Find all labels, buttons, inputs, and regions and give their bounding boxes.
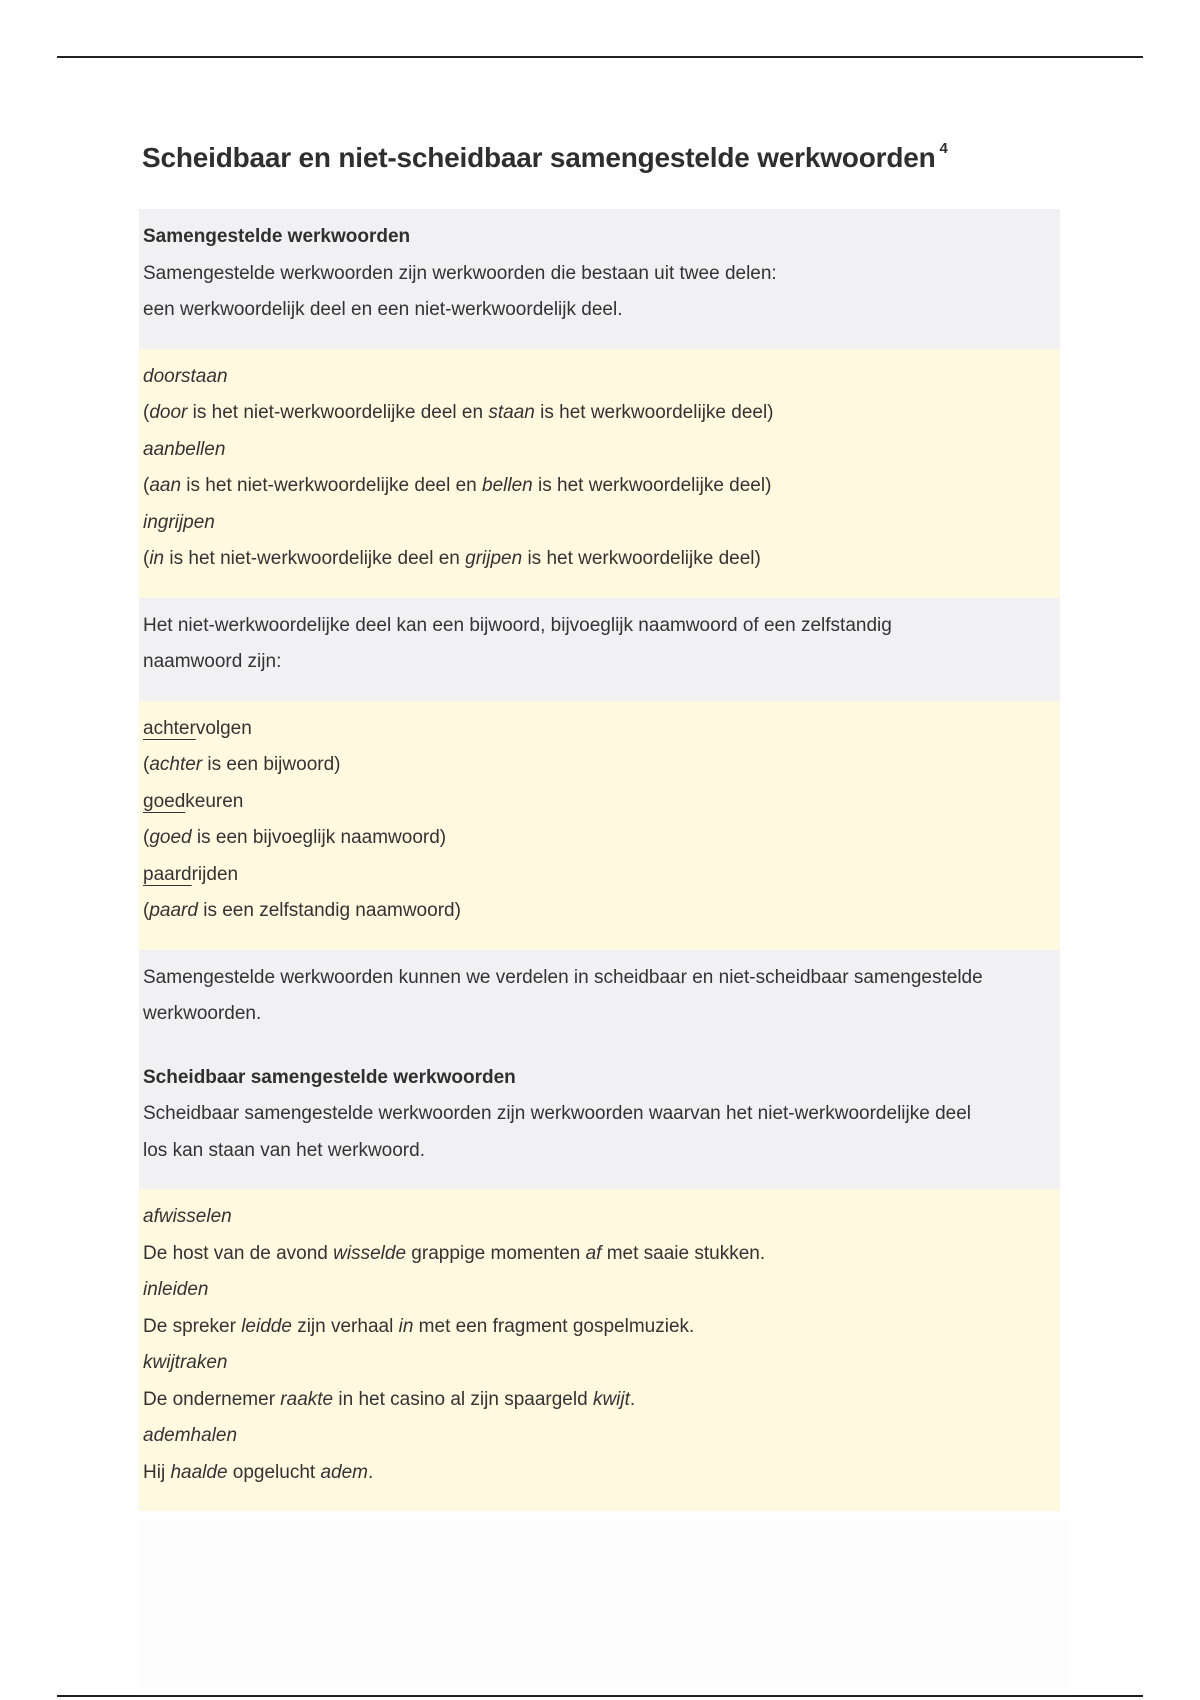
examples-block-1 [139, 349, 1060, 598]
separable-intro-block [139, 950, 1060, 1190]
bottom-rule [57, 1695, 1143, 1697]
example-explanation: (in is het niet-werkwoordelijke deel en grijpen is het werkwoordelijke deel) [143, 548, 761, 569]
example-explanation: (aan is het niet-werkwoordelijke deel en bellen is het werkwoordelijke deel) [143, 475, 772, 496]
empty-box [139, 1520, 1069, 1692]
example-word: inleiden [143, 1279, 209, 1300]
example-sentence: De host van de avond wisselde grappige momenten af met saaie stukken. [143, 1242, 766, 1264]
example-explanation: (paard is een zelfstandig naamwoord) [143, 900, 461, 921]
example-word: goedkeuren [143, 790, 244, 812]
paragraph-line: Het niet-werkwoordelijke deel kan een bijwoord, bijvoeglijk naamwoord of een zelfstandig [143, 614, 892, 636]
examples-block-3 [139, 1189, 1060, 1511]
paragraph-line: Samengestelde werkwoorden kunnen we verdelen in scheidbaar en niet-scheidbaar samengestelde [143, 966, 983, 988]
footnote-marker: 4 [939, 139, 948, 157]
example-word: kwijtraken [143, 1352, 228, 1373]
page-title [142, 139, 948, 174]
example-explanation: (achter is een bijwoord) [143, 754, 341, 775]
page-title-text: Scheidbaar en niet-scheidbaar samengestelde werkwoorden [142, 142, 936, 173]
example-word: aanbellen [143, 438, 226, 460]
paragraph-line: Samengestelde werkwoorden zijn werkwoorden die bestaan uit twee delen: [143, 262, 777, 284]
paragraph-line: los kan staan van het werkwoord. [143, 1139, 425, 1161]
top-rule [57, 56, 1143, 58]
example-explanation: (door is het niet-werkwoordelijke deel en staan is het werkwoordelijke deel) [143, 402, 774, 423]
example-sentence: De spreker leidde zijn verhaal in met een fragment gospelmuziek. [143, 1315, 695, 1337]
content [139, 209, 1060, 1511]
example-word: ademhalen [143, 1425, 238, 1446]
example-word: ingrijpen [143, 511, 215, 533]
example-word: afwisselen [143, 1206, 232, 1227]
explanation-block [139, 598, 1060, 701]
example-sentence: De ondernemer raakte in het casino al zijn spaargeld kwijt. [143, 1388, 636, 1410]
example-word: achtervolgen [143, 717, 252, 739]
paragraph-line: naamwoord zijn: [143, 651, 282, 672]
example-word: paardrijden [143, 863, 239, 885]
section-heading: Samengestelde werkwoorden [143, 226, 411, 247]
examples-block-2 [139, 701, 1060, 950]
underlined-prefix: goed [143, 790, 186, 812]
paragraph-line: een werkwoordelijk deel en een niet-werkwoordelijk deel. [143, 299, 623, 320]
definition-block [139, 209, 1060, 349]
example-explanation: (goed is een bijvoeglijk naamwoord) [143, 827, 447, 848]
underlined-prefix: achter [143, 717, 196, 739]
example-sentence: Hij haalde opgelucht adem. [143, 1461, 374, 1483]
paragraph-line: Scheidbaar samengestelde werkwoorden zijn werkwoorden waarvan het niet-werkwoordelijke deel [143, 1103, 971, 1124]
example-word: doorstaan [143, 365, 228, 387]
paragraph-line: werkwoorden. [143, 1003, 262, 1024]
section-heading: Scheidbaar samengestelde werkwoorden [143, 1066, 516, 1088]
underlined-prefix: paard [143, 863, 192, 885]
